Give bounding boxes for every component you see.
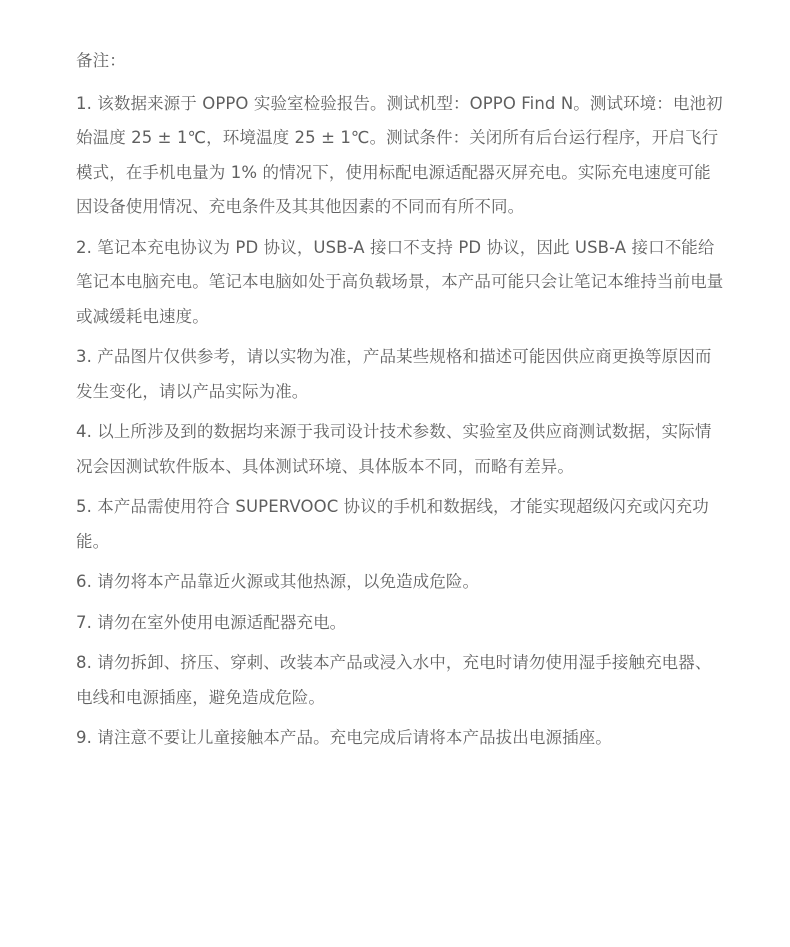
note-7: 7. 请勿在室外使用电源适配器充电。 [76,612,347,632]
note-4: 4. 以上所涉及到的数据均来源于我司设计技术参数、实验室及供应商测试数据，实际情况会因测试软件版本、具体测试环境、具体版本不同，而略有差异。 [76,422,712,476]
note-2: 2. 笔记本充电协议为 PD 协议，USB-A 接口不支持 PD 协议，因此 USB-A 接口不能给笔记本电脑充电。笔记本电脑如处于高负载场景，本产品可能只会让笔记本维持当前电量或减缓耗电速度。 [76,237,724,326]
note-3: 3. 产品图片仅供参考，请以实物为准，产品某些规格和描述可能因供应商更换等原因而发生变化，请以产品实际为准。 [76,347,712,401]
note-8: 8. 请勿拆卸、挤压、穿刺、改装本产品或浸入水中，充电时请勿使用湿手接触充电器、电线和电源插座，避免造成危险。 [76,653,712,707]
note-6: 6. 请勿将本产品靠近火源或其他热源，以免造成危险。 [76,572,480,591]
notes-title: 备注： [76,51,126,70]
note-1: 1. 该数据来源于 OPPO 实验室检验报告。测试机型：OPPO Find N。测试环境：电池初始温度 25 ± 1℃，环境温度 25 ± 1℃。测试条件：关闭所有后台运行程序，开启飞行模式，在手机电量为 1% 的情况下，使用标配电源适配器灭屏充电。实际充电速度可能因设备使用情况、充电条件及其其他因素的不同而有所不同。 [76,93,723,216]
note-9: 9. 请注意不要让儿童接触本产品。充电完成后请将本产品拔出电源插座。 [76,728,612,747]
note-5: 5. 本产品需使用符合 SUPERVOOC 协议的手机和数据线，才能实现超级闪充或闪充功能。 [76,497,709,551]
notes-section [76,44,726,762]
